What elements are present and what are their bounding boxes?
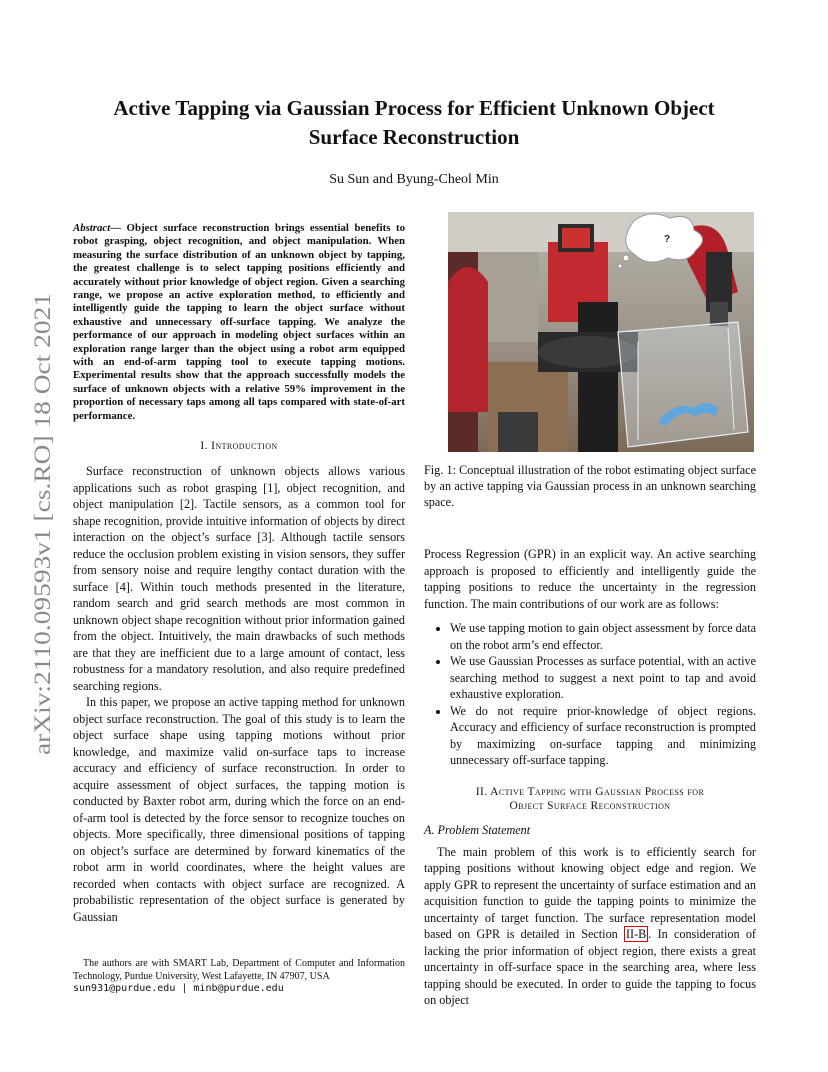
- footnote-emails: sun931@purdue.edu | minb@purdue.edu: [73, 983, 284, 994]
- intro-paragraph-2: In this paper, we propose an active tapping method for unknown object surface reconstruction. The goal of this study is to learn the object surface shape using tapping motions without prior knowledge, and maximize valid on-surface taps to increase accuracy and efficiency of surface reconstruction. In order to acquire assessment of object surfaces, the tapping motion is conducted by Baxter robot arm, during which the force on an end-of-arm tool is detected by the force sensor to recognize touches on objects. More specifically, three dimensional positions of tapping on object’s surface are determined by forward kinematics of the robot arm in world coordinates, where the height values are recorded when contacts with object surface are recognized. A probabilistic representation of the object surface is generated by Gaussian: [73, 695, 405, 924]
- list-item: • We do not require prior-knowledge of object regions. Accuracy and efficiency of surface reconstruction is prompted by maximizing on-surface tapping and minimizing unnecessary off-surface tapping.: [450, 703, 756, 769]
- arxiv-identifier: [6, 290, 66, 760]
- left-column: [73, 222, 405, 925]
- section-heading-method: [424, 785, 756, 813]
- paper-title-line-1: Active Tapping via Gaussian Process for Efficient Unknown Object: [113, 96, 715, 120]
- problem-statement-paragraph: [424, 844, 756, 1009]
- abstract: [73, 222, 405, 423]
- problem-statement-text-cont: . In consideration of lacking the prior information of object region, there exists a great uncertainty in off-surface space in the searching area, where less tapping should be executed. In order to guide the tapping to focus on object: [424, 927, 756, 1007]
- intro-paragraph-1: Surface reconstruction of unknown objects allows various applications such as robot grasping [1], object recognition, and object manipulation [2]. Tactile sensors, as a common tool for shape recognition, provide intuitive information of objects by direct interaction on the object’s surface [3]. Although tactile sensors reduce the occlusion problem existing in vision sensors, they suffer from sensory noise and require lengthy contact duration with the surface [4]. Within touch methods presented in the literature, random search and grid search methods are most common in unknown object shape recognition without prior information gained from the object. Intuitively, the main drawbacks of such methods are that they are inefficient due to a large amount of contact, less robustness for a mandatory resolution, and also require predefined searching regions.: [73, 464, 405, 693]
- arxiv-identifier-text: arXiv:2110.09593v1 [cs.RO] 18 Oct 2021: [30, 367, 55, 755]
- contribution-list: [424, 620, 756, 769]
- list-item: • We use Gaussian Processes as surface potential, with an active searching method to suggest a next point to tap and avoid exhaustive exploration.: [450, 653, 756, 703]
- robot-figure: [448, 212, 754, 452]
- footnote-affiliation: The authors are with SMART Lab, Department of Computer and Information Technology, Purdue University, West Lafayette, IN 47907, USA: [73, 958, 405, 982]
- section-heading-method-line-1: II. Active Tapping with Gaussian Process for: [475, 785, 705, 798]
- abstract-label: Abstract: [73, 222, 111, 234]
- thought-bubble-text: ?: [664, 234, 671, 245]
- section-reference-link[interactable]: II-B: [625, 927, 647, 941]
- gpr-paragraph: Process Regression (GPR) in an explicit way. An active searching approach is proposed to efficiently and intelligently guide the tapping positions to reduce the uncertainty in the regression function. The main contributions of our work are as follows:: [424, 547, 756, 611]
- problem-statement-text: The main problem of this work is to efficiently search for tapping positions without knowing object edge and region. We apply GPR to represent the uncertainty of surface estimation and an acquisition function to guide the tapping points to minimize the uncertainty of target function. The surface representation model based on GPR is detailed in Section: [424, 844, 756, 941]
- author-footnote: [73, 958, 405, 996]
- right-column: [424, 212, 756, 1009]
- section-heading-method-line-2: Object Surface Reconstruction: [509, 799, 671, 812]
- subsection-heading-problem-statement: A. Problem Statement: [424, 822, 531, 837]
- abstract-text: — Object surface reconstruction brings essential benefits to robot grasping, object recognition, and object manipulation. When measuring the surface distribution of an unknown object by tapping, the greatest challenge is to select tapping positions efficiently and accurately without prior knowledge of object region. Given a searching range, we propose an active exploration method, to efficiently and intelligently guide the tapping to learn the object surface without exhaustive and unnecessary off-surface tapping. We analyze the performance of our approach in modeling object surfaces within an exploration range larger than the object using a robot arm equipped with an end-of-arm tapping tool to execute tapping motions. Experimental results show that the approach successfully models the surface of unknown objects with a relative 59% improvement in the proportion of necessary taps among all taps compared with state-of-art performance.: [73, 222, 405, 422]
- figure-caption: Fig. 1: Conceptual illustration of the robot estimating object surface by an active tapping via Gaussian process in an unknown searching space.: [424, 463, 756, 509]
- list-item: • We use tapping motion to gain object assessment by force data on the robot arm’s end effector.: [450, 620, 756, 653]
- paper-title: [60, 94, 768, 152]
- paper-title-line-2: Surface Reconstruction: [308, 125, 520, 149]
- robot-photo: [448, 212, 754, 452]
- section-heading-introduction: I. Introduction: [200, 440, 278, 453]
- author-list: Su Sun and Byung-Cheol Min: [329, 172, 499, 187]
